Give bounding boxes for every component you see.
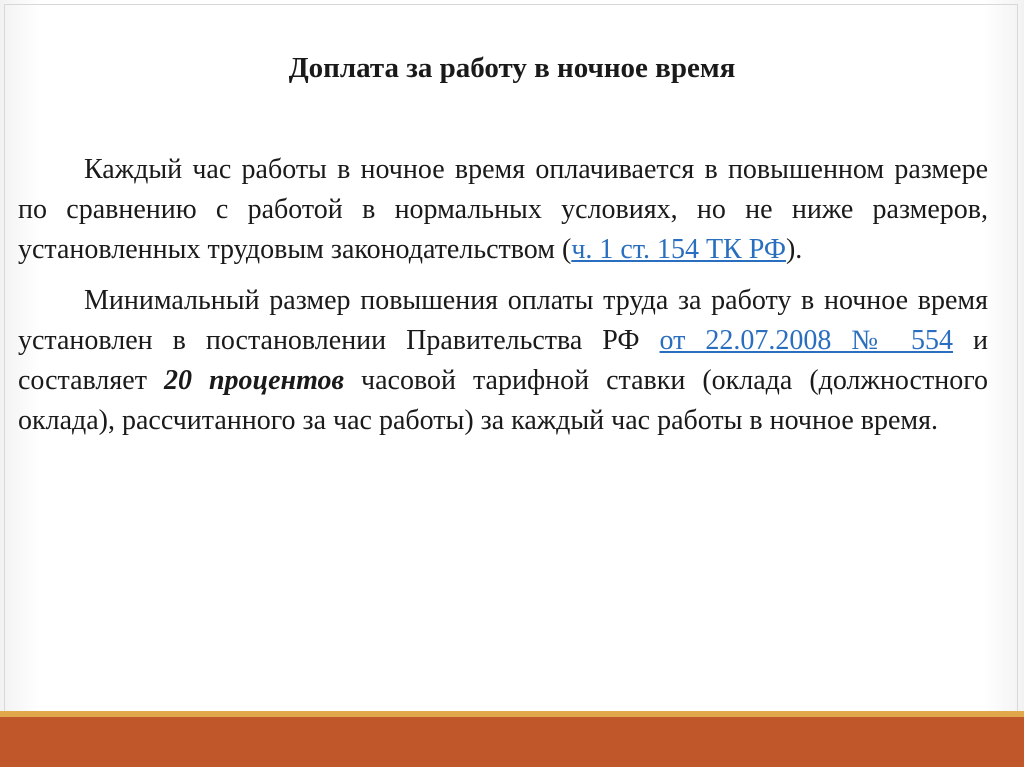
- percent-emphasis: 20 процентов: [163, 365, 344, 396]
- paragraph-1-tail: ).: [785, 234, 803, 265]
- paragraph-minimum-rate: [18, 281, 988, 441]
- paragraph-2-text-1: Минимальный размер повышения оплаты труда за работу в ночное время установлен в постановлении Правительства РФ: [18, 285, 988, 356]
- paragraph-2-text-3: часовой тарифной ставки (оклада (должностного оклада), рассчитанного за час работы) за каждый час работы в ночное время.: [18, 365, 988, 436]
- government-decree-link[interactable]: от 22.07.2008 № 554: [659, 325, 954, 356]
- footer-bar: [0, 717, 1024, 767]
- paragraph-1-text: Каждый час работы в ночное время оплачивается в повышенном размере по сравнению с работой в нормальных условиях, но не ниже размеров, установленных трудовым законодательством (: [18, 154, 988, 265]
- paragraph-night-pay: [18, 150, 988, 270]
- paragraph-2-text-2: и составляет: [18, 325, 988, 396]
- slide-title: Доплата за работу в ночное время: [288, 52, 736, 84]
- labor-code-link[interactable]: ч. 1 ст. 154 ТК РФ: [571, 234, 786, 265]
- slide-body: [18, 150, 988, 452]
